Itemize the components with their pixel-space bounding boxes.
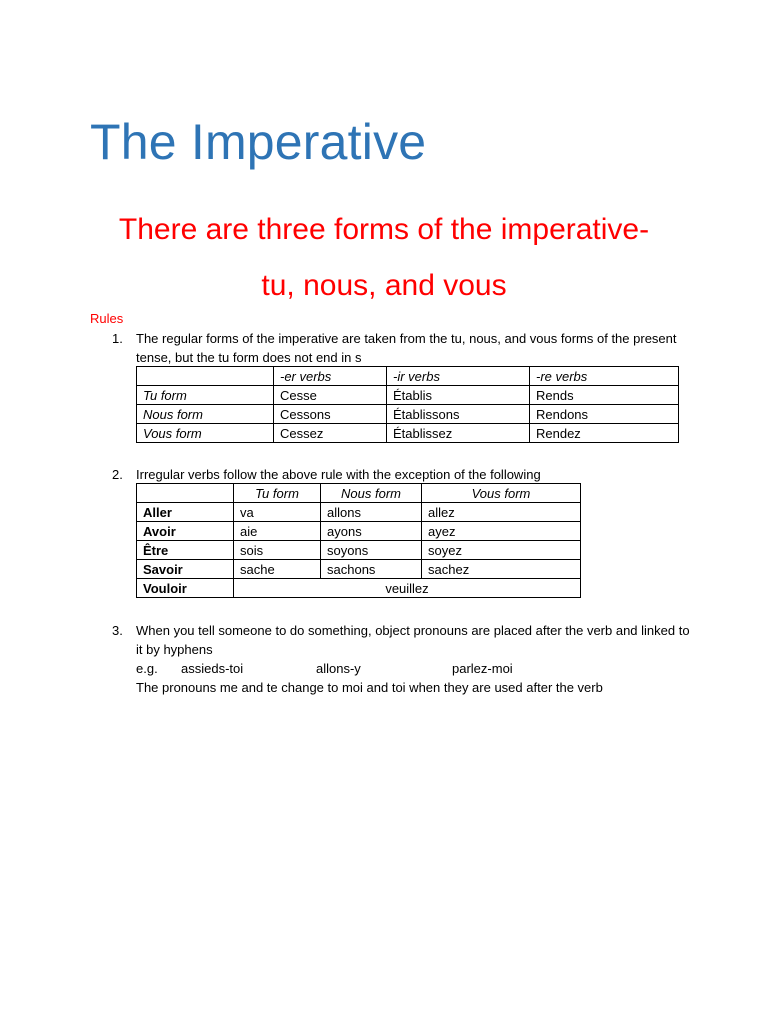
table-row xyxy=(137,579,581,598)
table-header-cell: -er verbs xyxy=(274,367,387,386)
table-cell: Cessons xyxy=(274,405,387,424)
table-row-label: Avoir xyxy=(137,522,234,541)
table-cell: soyons xyxy=(321,541,422,560)
example-item: assieds-toi xyxy=(181,661,244,676)
table-cell: sois xyxy=(234,541,321,560)
rules-label: Rules xyxy=(90,311,124,326)
regular-forms-table xyxy=(136,366,679,443)
table-header-row xyxy=(137,484,581,503)
page-title: The Imperative xyxy=(90,114,427,170)
rule-1-text: The regular forms of the imperative are taken from the tu, nous, and vous forms of the present tense, but the tu form does not end in s xyxy=(136,331,677,365)
table-header-cell: Vous form xyxy=(422,484,581,503)
table-row xyxy=(137,560,581,579)
table-row xyxy=(137,541,581,560)
table-cell: va xyxy=(234,503,321,522)
table-row-label: Vous form xyxy=(137,424,274,443)
table-row xyxy=(137,503,581,522)
table-header-cell: -re verbs xyxy=(530,367,679,386)
eg-label: e.g. xyxy=(136,661,158,676)
rule-2 xyxy=(112,465,692,484)
table-cell: ayez xyxy=(422,522,581,541)
table-cell: allez xyxy=(422,503,581,522)
table-cell: sachons xyxy=(321,560,422,579)
table-cell: soyez xyxy=(422,541,581,560)
subtitle-line-2: tu, nous, and vous xyxy=(261,269,507,302)
table-row-label: Aller xyxy=(137,503,234,522)
table-row-label: Savoir xyxy=(137,560,234,579)
example-item: parlez-moi xyxy=(452,661,513,676)
table-header-row xyxy=(137,367,679,386)
table-row-label: Vouloir xyxy=(137,579,234,598)
rule-2-text: Irregular verbs follow the above rule with the exception of the following xyxy=(136,467,541,482)
table-cell: Rendez xyxy=(530,424,679,443)
rule-3 xyxy=(112,621,692,697)
examples-row xyxy=(136,659,692,678)
rule-1-number: 1. xyxy=(112,331,123,346)
rule-2-number: 2. xyxy=(112,467,123,482)
table-row xyxy=(137,424,679,443)
table-cell: ayons xyxy=(321,522,422,541)
table-row xyxy=(137,522,581,541)
table-header-cell xyxy=(137,484,234,503)
table-cell: Rendons xyxy=(530,405,679,424)
rule-3-number: 3. xyxy=(112,623,123,638)
table-row-label: Nous form xyxy=(137,405,274,424)
table-header-cell: -ir verbs xyxy=(387,367,530,386)
pronoun-note: The pronouns me and te change to moi and toi when they are used after the verb xyxy=(136,680,603,695)
table-cell: sachez xyxy=(422,560,581,579)
table-header-cell: Nous form xyxy=(321,484,422,503)
table-row xyxy=(137,386,679,405)
subtitle-line-1: There are three forms of the imperative- xyxy=(118,213,650,246)
table-row xyxy=(137,405,679,424)
table-cell: Établissez xyxy=(387,424,530,443)
rule-3-text: When you tell someone to do something, object pronouns are placed after the verb and linked to it by hyphens xyxy=(136,623,690,657)
example-item: allons-y xyxy=(316,661,361,676)
table-row-label: Être xyxy=(137,541,234,560)
subtitle xyxy=(40,202,728,314)
rule-1 xyxy=(112,329,692,367)
table-header-cell: Tu form xyxy=(234,484,321,503)
table-cell-merged: veuillez xyxy=(234,579,581,598)
table-row-label: Tu form xyxy=(137,386,274,405)
table-cell: Établis xyxy=(387,386,530,405)
table-cell: sache xyxy=(234,560,321,579)
table-cell: Cessez xyxy=(274,424,387,443)
table-cell: Cesse xyxy=(274,386,387,405)
table-cell: aie xyxy=(234,522,321,541)
irregular-verbs-table xyxy=(136,483,581,598)
table-cell: allons xyxy=(321,503,422,522)
table-cell: Rends xyxy=(530,386,679,405)
table-header-cell xyxy=(137,367,274,386)
table-cell: Établissons xyxy=(387,405,530,424)
